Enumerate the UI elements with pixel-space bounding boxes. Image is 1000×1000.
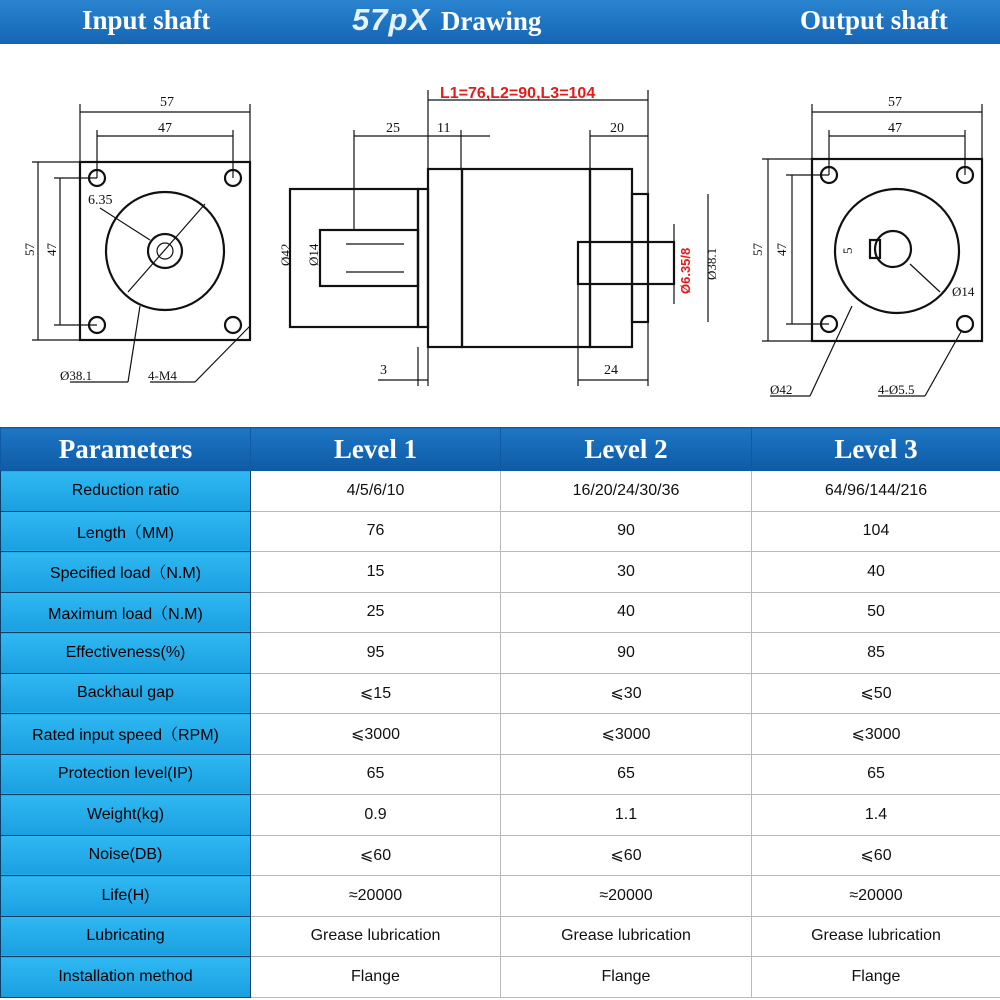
input-dim-height-outer: 57 (22, 243, 37, 256)
level-2-value: Grease lubrication (501, 916, 752, 957)
level-2-value: ⩽3000 (501, 714, 752, 755)
level-3-value: 50 (752, 592, 1000, 633)
table-row (1, 714, 1000, 755)
output-dim-key: 5 (840, 247, 855, 254)
table-row (1, 795, 1000, 836)
input-dim-height-inner: 47 (44, 243, 59, 256)
side-dim-11: 11 (437, 121, 451, 136)
level-3-value: ⩽3000 (752, 714, 1000, 755)
top-header (0, 0, 1000, 44)
output-shaft-view (750, 95, 982, 397)
table-row (1, 552, 1000, 593)
side-dim-d38: Ø38.1 (704, 247, 719, 280)
level-2-value: ≈20000 (501, 876, 752, 917)
header-level-2: Level 2 (501, 428, 752, 471)
side-input-shaft (320, 230, 418, 286)
level-3-value: 40 (752, 552, 1000, 593)
side-dim-shaft-red: Ø6.35/8 (678, 247, 693, 294)
brand-logo: 57pX (352, 2, 431, 37)
header-level-3: Level 3 (752, 428, 1000, 471)
input-diameter-line (128, 204, 205, 292)
input-dim-holes: 4-M4 (148, 368, 177, 383)
input-mount-hole (225, 317, 241, 333)
table-row (1, 916, 1000, 957)
drawing-title (352, 0, 541, 44)
row-label: Reduction ratio (1, 471, 251, 512)
level-1-value: ≈20000 (251, 876, 501, 917)
side-output-shaft (578, 242, 674, 284)
leader-line (195, 326, 250, 382)
input-dim-width-inner: 47 (158, 121, 172, 136)
level-1-value: 65 (251, 754, 501, 795)
row-label: Weight(kg) (1, 795, 251, 836)
table-row (1, 876, 1000, 917)
level-3-value: 1.4 (752, 795, 1000, 836)
side-dim-20: 20 (610, 121, 624, 136)
side-gear-body (462, 169, 590, 347)
table-row (1, 754, 1000, 795)
row-label: Maximum load（N.M) (1, 592, 251, 633)
level-1-value: 0.9 (251, 795, 501, 836)
leader-line (128, 306, 140, 382)
level-2-value: 30 (501, 552, 752, 593)
row-label: Installation method (1, 957, 251, 998)
level-2-value: 40 (501, 592, 752, 633)
lengths-label: L1=76,L2=90,L3=104 (440, 85, 596, 102)
side-dim-25: 25 (386, 121, 400, 136)
table-row (1, 633, 1000, 674)
input-dim-circle: Ø38.1 (60, 368, 93, 383)
level-3-value: Grease lubrication (752, 916, 1000, 957)
drawing-label: Drawing (440, 6, 542, 36)
level-2-value: 90 (501, 511, 752, 552)
side-view (278, 85, 719, 386)
level-1-value: 4/5/6/10 (251, 471, 501, 512)
level-3-value: ⩽50 (752, 673, 1000, 714)
level-2-value: ⩽60 (501, 835, 752, 876)
row-label: Effectiveness(%) (1, 633, 251, 674)
row-label: Lubricating (1, 916, 251, 957)
input-dim-shaft: 6.35 (88, 193, 113, 208)
level-3-value: 85 (752, 633, 1000, 674)
table-row (1, 673, 1000, 714)
table-row (1, 471, 1000, 512)
row-label: Protection level(IP) (1, 754, 251, 795)
level-3-value: 65 (752, 754, 1000, 795)
table-row (1, 511, 1000, 552)
side-input-spacer (418, 189, 428, 327)
level-1-value: 15 (251, 552, 501, 593)
parameter-table (0, 427, 1000, 998)
side-input-flange (428, 169, 462, 347)
output-mount-hole (957, 316, 973, 332)
level-3-value: 64/96/144/216 (752, 471, 1000, 512)
output-dim-shaft: Ø14 (952, 284, 975, 299)
output-dim-height-inner: 47 (774, 243, 789, 256)
output-dim-width-inner: 47 (888, 121, 902, 136)
level-1-value: 25 (251, 592, 501, 633)
level-3-value: Flange (752, 957, 1000, 998)
output-dim-holes: 4-Ø5.5 (878, 382, 915, 397)
level-1-value: 95 (251, 633, 501, 674)
input-dim-width-outer: 57 (160, 95, 174, 110)
leader-line (925, 330, 962, 396)
level-1-value: Flange (251, 957, 501, 998)
level-2-value: Flange (501, 957, 752, 998)
row-label: Backhaul gap (1, 673, 251, 714)
output-dim-circle: Ø42 (770, 382, 793, 397)
table-row (1, 957, 1000, 998)
level-1-value: ⩽15 (251, 673, 501, 714)
table-row (1, 592, 1000, 633)
side-output-hub (632, 194, 648, 322)
input-shaft-view (22, 95, 250, 383)
row-label: Length（MM) (1, 511, 251, 552)
side-output-flange (590, 169, 632, 347)
level-2-value: 1.1 (501, 795, 752, 836)
technical-drawing (0, 44, 1000, 427)
side-dim-d14: Ø14 (306, 243, 321, 266)
level-3-value: ⩽60 (752, 835, 1000, 876)
row-label: Specified load（N.M) (1, 552, 251, 593)
side-dim-3: 3 (380, 363, 387, 378)
side-dim-24: 24 (604, 363, 618, 378)
level-2-value: 90 (501, 633, 752, 674)
output-dim-width-outer: 57 (888, 95, 902, 110)
table-row (1, 835, 1000, 876)
output-dim-height-outer: 57 (750, 243, 765, 256)
level-1-value: Grease lubrication (251, 916, 501, 957)
level-3-value: ≈20000 (752, 876, 1000, 917)
level-2-value: 16/20/24/30/36 (501, 471, 752, 512)
row-label: Rated input speed（RPM) (1, 714, 251, 755)
row-label: Life(H) (1, 876, 251, 917)
level-1-value: 76 (251, 511, 501, 552)
leader-line (810, 306, 852, 396)
header-level-1: Level 1 (251, 428, 501, 471)
level-1-value: ⩽3000 (251, 714, 501, 755)
input-shaft-title: Input shaft (82, 5, 211, 35)
side-dim-d42: Ø42 (278, 243, 293, 266)
level-2-value: 65 (501, 754, 752, 795)
level-3-value: 104 (752, 511, 1000, 552)
header-parameters: Parameters (1, 428, 251, 471)
input-pilot-circle (106, 192, 224, 310)
level-1-value: ⩽60 (251, 835, 501, 876)
row-label: Noise(DB) (1, 835, 251, 876)
table-header-row (1, 428, 1000, 471)
level-2-value: ⩽30 (501, 673, 752, 714)
leader-line (910, 264, 940, 292)
output-shaft-title: Output shaft (800, 5, 948, 35)
drawing-svg (0, 44, 1000, 427)
